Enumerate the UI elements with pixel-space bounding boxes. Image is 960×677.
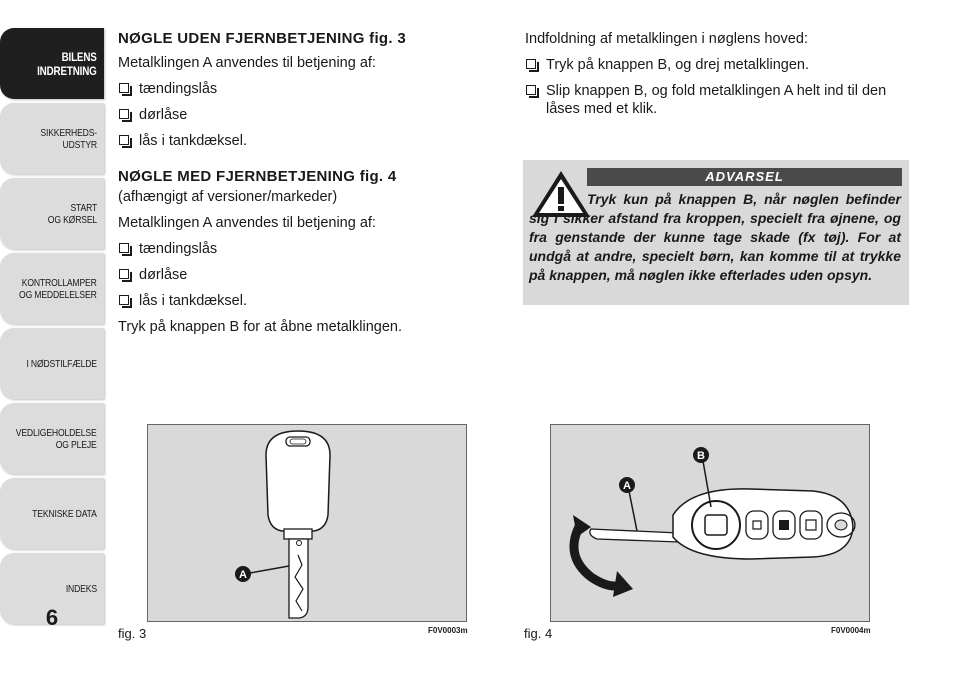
tab-vedligeholdelse[interactable] <box>0 403 104 474</box>
tab-label: TEKNISKE DATA <box>32 507 97 520</box>
list-item <box>118 106 468 124</box>
right-column <box>525 30 915 126</box>
checkbox-bullet-icon <box>119 135 129 145</box>
figure-code: F0V0004m <box>831 626 871 635</box>
list-item <box>525 56 915 74</box>
left-column <box>118 30 468 344</box>
list-item <box>118 132 468 150</box>
callout-a-label: A <box>239 569 247 581</box>
paragraph: Metalklingen A anvendes til betjening af: <box>118 215 376 231</box>
paragraph: Tryk på knappen B for at åbne metalklingen. <box>118 319 402 335</box>
list-item-text: lås i tankdæksel. <box>139 133 247 149</box>
figure-caption: fig. 3 <box>118 626 147 641</box>
list-item <box>525 82 915 118</box>
list-item <box>118 292 468 310</box>
tab-label: INDEKS <box>65 582 97 595</box>
list-item <box>118 80 468 98</box>
figure-caption: fig. 4 <box>524 626 553 641</box>
list-item-text: tændingslås <box>139 81 218 97</box>
list-item-text: dørlåse <box>139 267 188 283</box>
subheading: (afhængigt af versioner/markeder) <box>118 189 338 205</box>
page-number: 6 <box>45 605 59 630</box>
paragraph: Metalklingen A anvendes til betjening af: <box>118 55 376 71</box>
list-item <box>118 240 468 258</box>
key-illustration <box>148 425 466 621</box>
warning-box <box>523 160 909 305</box>
tab-start-og-korsel[interactable] <box>0 178 104 249</box>
tab-sikkerhedsudstyr[interactable] <box>0 103 104 174</box>
list-item-text: lås i tankdæksel. <box>139 293 247 309</box>
warning-text: Tryk kun på knappen B, når nøglen befinder sig i sikker afstand fra kroppen, specielt fra øjnene, og fra genstande der kunne tage skade (fx tøj). For at undgå at andre, specielt børn, kan komme til at trykke på knappen, må nøglen ikke efterlades uden opsyn. <box>529 191 901 283</box>
checkbox-bullet-icon <box>119 269 129 279</box>
tab-i-nodstilfaelde[interactable] <box>0 328 104 399</box>
figure-key-with-remote <box>550 424 870 622</box>
heading-key-with-remote: NØGLE MED FJERNBETJENING fig. 4 <box>118 168 397 185</box>
chapter-sidebar <box>0 28 104 628</box>
list-item-text: tændingslås <box>139 241 218 257</box>
checkbox-bullet-icon <box>119 83 129 93</box>
tab-label: KONTROLLAMPER OG MEDDELELSER <box>19 276 98 301</box>
callout-b-label: B <box>697 450 705 462</box>
heading-key-without-remote: NØGLE UDEN FJERNBETJENING fig. 3 <box>118 30 406 47</box>
figure-key-without-remote <box>147 424 467 622</box>
list-item <box>118 266 468 284</box>
list-item-text: Slip knappen B, og fold metalklingen A helt ind til den låses med et klik. <box>546 83 887 117</box>
tab-tekniske-data[interactable] <box>0 478 104 549</box>
checkbox-bullet-icon <box>119 109 129 119</box>
callout-a-label: A <box>623 480 631 492</box>
tab-label: START OG KØRSEL <box>47 201 97 226</box>
warning-title: ADVARSEL <box>587 168 902 186</box>
checkbox-bullet-icon <box>119 295 129 305</box>
tab-label: VEDLIGEHOLDELSE OG PLEJE <box>16 426 97 451</box>
figure-code: F0V0003m <box>428 626 468 635</box>
checkbox-bullet-icon <box>119 243 129 253</box>
paragraph: Indfoldning af metalklingen i nøglens hoved: <box>525 31 808 47</box>
tab-label: I NØDSTILFÆLDE <box>26 357 97 370</box>
tab-bilens-indretning[interactable] <box>0 28 104 99</box>
list-item-text: dørlåse <box>139 107 188 123</box>
tab-label: BILENS INDRETNING <box>37 49 97 78</box>
remote-key-illustration <box>551 425 869 621</box>
checkbox-bullet-icon <box>526 59 536 69</box>
checkbox-bullet-icon <box>526 85 536 95</box>
tab-label: SIKKERHEDS- UDSTYR <box>40 126 97 151</box>
tab-kontrollamper[interactable] <box>0 253 104 324</box>
list-item-text: Tryk på knappen B, og drej metalklingen. <box>546 57 810 73</box>
